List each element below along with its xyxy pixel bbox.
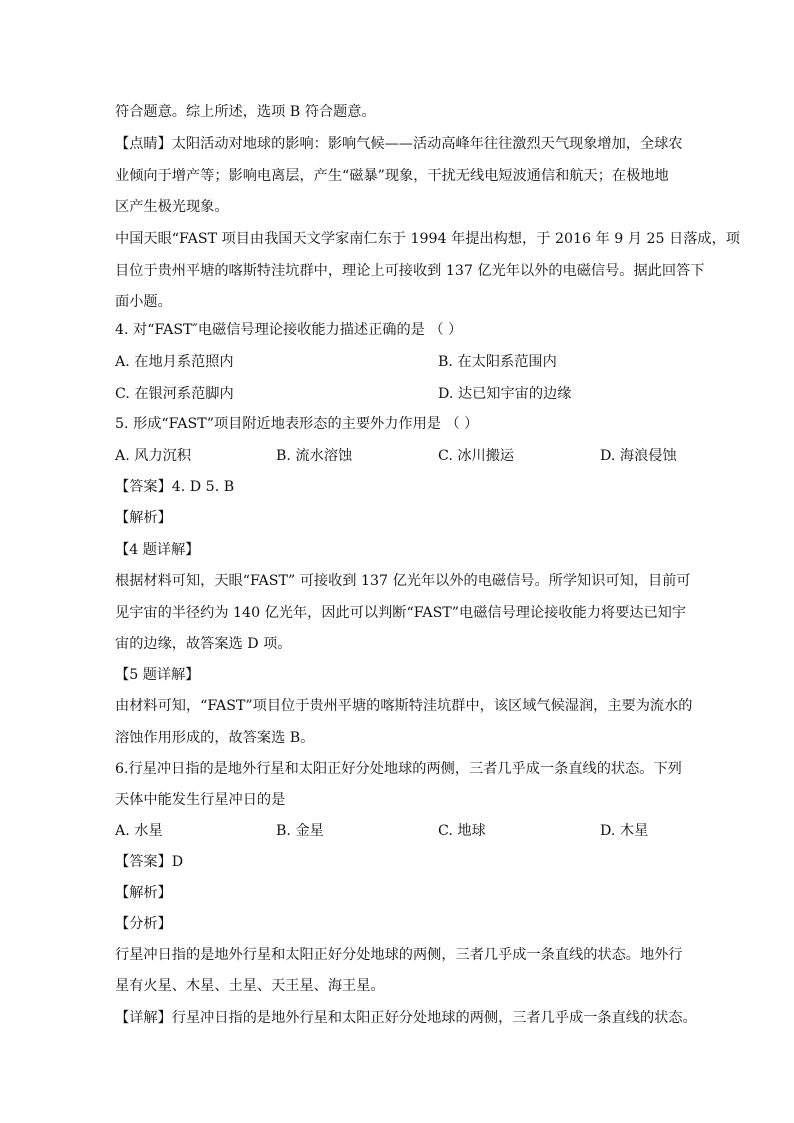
- text-line: 由材料可知，“FAST”项目位于贵州平塘的喀斯特洼坑群中，该区域气候湿润，主要为流水的: [115, 698, 693, 714]
- q6-option-d: D. 木星: [600, 823, 649, 839]
- question-4: 4. 对“FAST″电磁信号理论接收能力描述正确的是 （ ）: [115, 322, 463, 338]
- material-line: 中国天眼“FAST 项目由我国天文学家南仁东于 1994 年提出构想，于 2016 年 9 月 25 日落成，项: [115, 231, 740, 247]
- q5-option-b: B. 流水溶蚀: [276, 448, 353, 464]
- q6-option-b: B. 金星: [276, 823, 324, 839]
- q4-explanation-heading: 【4 题详解】: [115, 542, 200, 558]
- analysis-heading: 【解析】: [115, 510, 172, 526]
- q5-option-d: D. 海浪侵蚀: [600, 448, 677, 464]
- q6-option-a: A. 水星: [115, 823, 163, 839]
- text-line: 符合题意。综上所述，选项 B 符合题意。: [115, 104, 376, 120]
- analysis-heading: 【解析】: [115, 885, 172, 901]
- question-6-cont: 天体中能发生行星冲日的是: [115, 792, 286, 808]
- q4-option-a: A. 在地月系范照内: [115, 354, 234, 370]
- material-line: 目位于贵州平塘的喀斯特洼坑群中，理论上可接收到 137 亿光年以外的电磁信号。据此回答下: [115, 263, 705, 279]
- q5-option-a: A. 风力沉积: [115, 448, 192, 464]
- q4-option-b: B. 在太阳系范围内: [438, 354, 557, 370]
- text-line: 宙的边缘，故答案选 D 项。: [115, 636, 292, 652]
- detail-line: 【详解】行星冲日指的是地外行星和太阳正好分处地球的两侧，三者几乎成一条直线的状态。: [115, 1010, 697, 1026]
- text-line: 行星冲日指的是地外行星和太阳正好分处地球的两侧，三者几乎成一条直线的状态。地外行: [115, 947, 683, 963]
- question-5: 5. 形成“FAST”项目附近地表形态的主要外力作用是 （ ）: [115, 416, 479, 432]
- q5-option-c: C. 冰川搬运: [438, 448, 515, 464]
- material-line: 面小题。: [115, 294, 172, 310]
- q5-explanation-heading: 【5 题详解】: [115, 667, 200, 683]
- q6-option-c: C. 地球: [438, 823, 486, 839]
- q4-option-d: D. 达已知宇宙的边缘: [438, 386, 572, 402]
- answer-line: 【答案】4. D 5. B: [115, 479, 235, 495]
- text-line: 溶蚀作用形成的，故答案选 B。: [115, 730, 315, 746]
- q4-option-c: C. 在银河系范脚内: [115, 386, 234, 402]
- text-line: 区产生极光现象。: [115, 199, 229, 215]
- text-line: 业倾向于增产等；影响电离层，产生“磁暴”现象，干扰无线电短波通信和航天；在极地地: [115, 168, 669, 184]
- text-line: 见宇宙的半径约为 140 亿光年，因此可以判断“FAST”电磁信号理论接收能力将要达已知宇: [115, 605, 687, 621]
- answer-line: 【答案】D: [115, 854, 184, 870]
- analysis-subheading: 【分析】: [115, 916, 172, 932]
- key-point-line: 【点睛】太阳活动对地球的影响：影响气候——活动高峰年往往激烈天气现象增加，全球农: [115, 136, 683, 152]
- text-line: 根据材料可知，天眼“FAST” 可接收到 137 亿光年以外的电磁信号。所学知识可知，目前可: [115, 573, 691, 589]
- text-line: 星有火星、木星、土星、天王星、海王星。: [115, 978, 385, 994]
- question-6: 6.行星冲日指的是地外行星和太阳正好分处地球的两侧，三者几乎成一条直线的状态。下列: [115, 761, 682, 777]
